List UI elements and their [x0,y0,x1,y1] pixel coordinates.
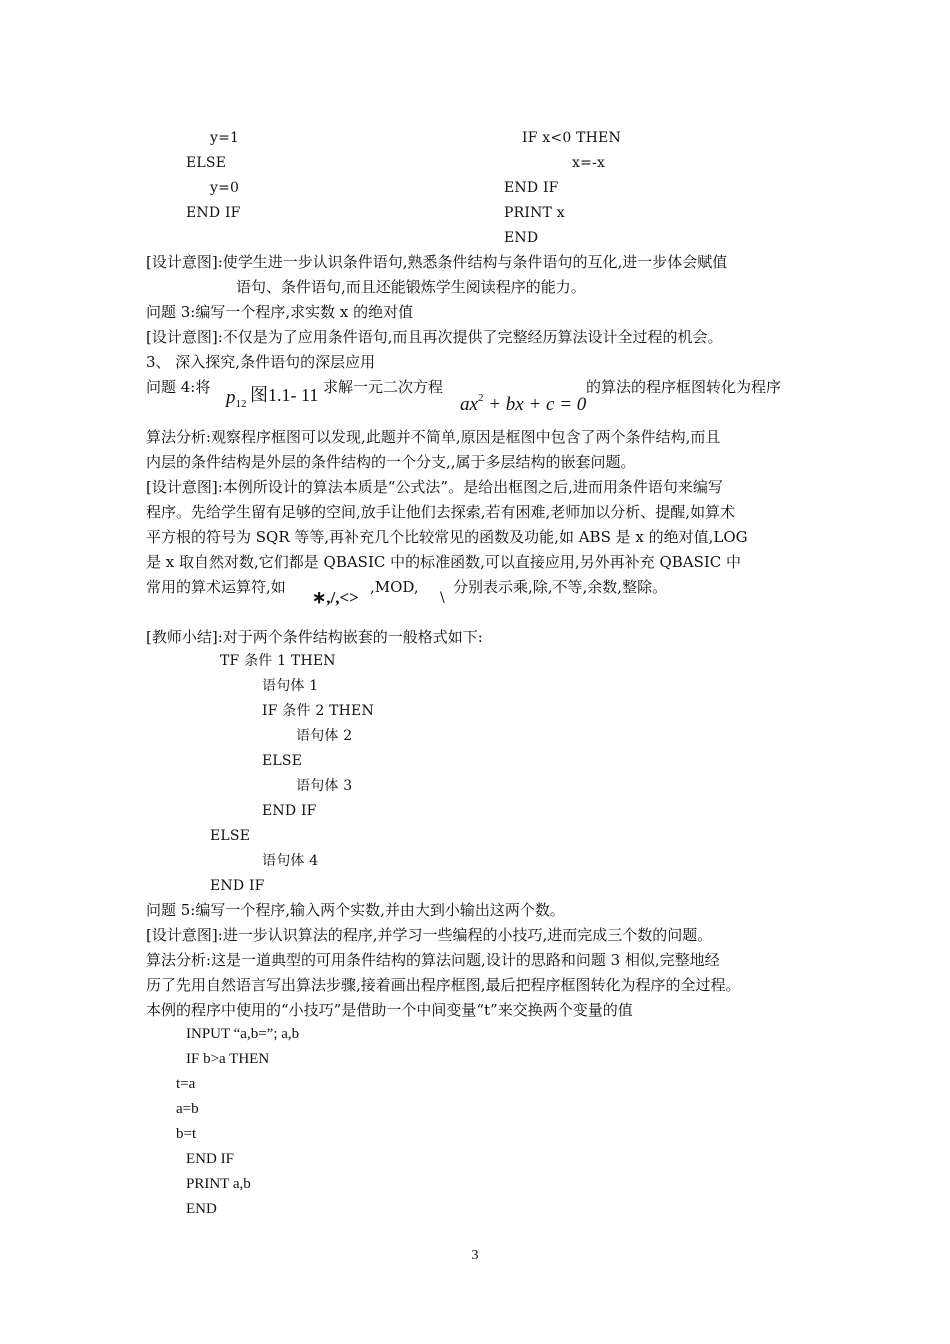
code-line: y=0 [210,180,240,196]
analysis-text: 本例的程序中使用的“小技巧”是借助一个中间变量“t”来交换两个变量的值 [146,1001,633,1019]
figure-ref-number: 图1.1- 11 [250,385,319,405]
analysis-text: 算法分析:观察程序框图可以发现,此题并不简单,原因是框图中包含了两个条件结构,而且 [146,428,721,446]
design-intent-text: 语句、条件语句,而且还能锻炼学生阅读程序的能力。 [236,278,586,296]
question-4-post: 的算法的程序框图转化为程序 [586,378,782,396]
design-intent-text: [设计意图]:进一步认识算法的程序,并学习一些编程的小技巧,进而完成三个数的问题。 [146,926,713,944]
operators-pre: 常用的算术运算符,如 [146,578,286,596]
nested-code-line: 语句体 1 [262,678,319,694]
analysis-text: 历了先用自然语言写出算法步骤,接着画出程序框图,最后把程序框图转化为程序的全过程。 [146,976,741,994]
question-3: 问题 3:编写一个程序,求实数 x 的绝对值 [146,303,414,321]
operators-post: 分别表示乘,除,不等,余数,整除。 [453,578,668,596]
question-4-mid: 求解一元二次方程 [323,378,444,396]
program-line: a=b [176,1101,199,1117]
design-intent-text: 平方根的符号为 SQR 等等,再补充几个比较常见的函数及功能,如 ABS 是 x 的绝对值,LOG [146,528,748,546]
page-number: 3 [471,1248,479,1263]
nested-code-line: END IF [210,878,265,894]
program-line: INPUT “a,b=”; a,b [186,1026,300,1042]
figure-ref-p: $p_{12}$ [226,387,247,410]
program-line: b=t [176,1126,197,1142]
operator-symbols: ∗,/,<> [312,588,359,607]
code-line: x=-x [572,155,606,171]
design-intent-text: [设计意图]:本例所设计的算法本质是“公式法”。是给出框图之后,进而用条件语句来编写 [146,478,723,496]
design-intent-text: 程序。先给学生留有足够的空间,放手让他们去探索,若有困难,老师加以分析、提醒,如算术 [146,503,736,521]
program-line: t=a [176,1076,196,1092]
nested-code-line: 语句体 4 [262,853,319,869]
program-line: END IF [186,1151,234,1167]
analysis-text: 内层的条件结构是外层的条件结构的一个分支,,属于多层结构的嵌套问题。 [146,453,636,471]
question-5: 问题 5:编写一个程序,输入两个实数,并由大到小输出这两个数。 [146,901,565,919]
question-4-pre: 问题 4:将 [146,378,211,396]
program-line: IF b>a THEN [186,1051,270,1067]
code-line: PRINT x [504,205,565,221]
code-line: ELSE [186,155,227,171]
design-intent-text: [设计意图]:不仅是为了应用条件语句,而且再次提供了完整经历算法设计全过程的机会。 [146,328,723,346]
code-line: END [504,230,539,246]
code-line: END IF [504,180,559,196]
backslash-symbol: \ [440,590,445,606]
analysis-text: 算法分析:这是一道典型的可用条件结构的算法问题,设计的思路和问题 3 相似,完整地经 [146,951,720,969]
program-line: PRINT a,b [186,1176,251,1192]
nested-code-line: 语句体 2 [296,728,353,744]
nested-code-line: ELSE [210,828,251,844]
teacher-summary: [教师小结]:对于两个条件结构嵌套的一般格式如下: [146,628,483,646]
operators-mid: ,MOD, [370,578,419,596]
section-heading: 3、 深入探究,条件语句的深层应用 [146,353,376,371]
nested-code-line: END IF [262,803,317,819]
program-line: END [186,1201,217,1217]
design-intent-text: [设计意图]:使学生进一步认识条件语句,熟悉条件结构与条件语句的互化,进一步体会赋值 [146,253,728,271]
nested-code-line: ELSE [262,753,303,769]
design-intent-text: 是 x 取自然对数,它们都是 QBASIC 中的标准函数,可以直接应用,另外再补充 QBASIC 中 [146,553,742,571]
code-line: END IF [186,205,241,221]
nested-code-line: IF 条件 2 THEN [262,703,374,719]
nested-code-line: TF 条件 1 THEN [220,653,336,669]
code-line: y=1 [210,130,240,146]
code-line: IF x<0 THEN [522,130,621,146]
nested-code-line: 语句体 3 [296,778,353,794]
quadratic-equation: $ax^2$ + bx + c = 0 [460,392,587,415]
